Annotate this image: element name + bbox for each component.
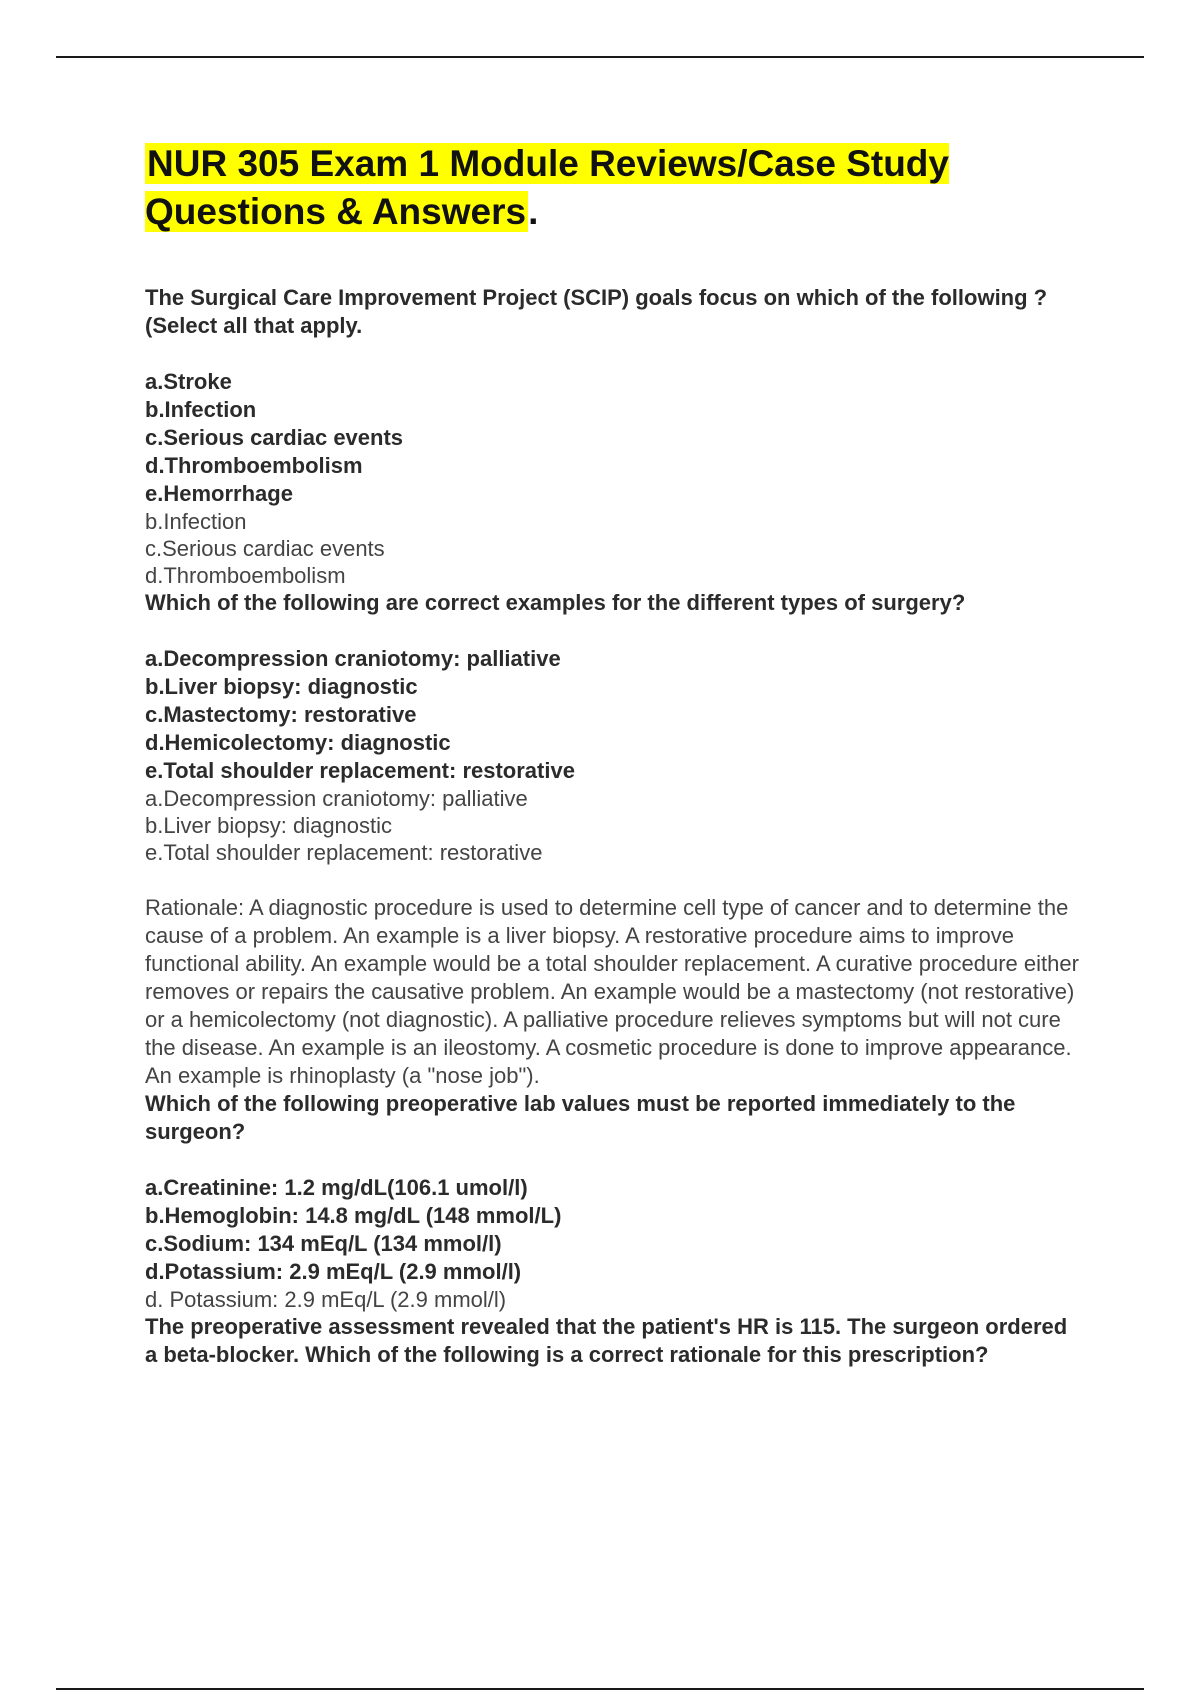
question-3-option: c.Sodium: 134 mEq/L (134 mmol/l) <box>145 1231 502 1256</box>
question-3-option: a.Creatinine: 1.2 mg/dL(106.1 umol/l) <box>145 1175 528 1200</box>
question-2-option: d.Hemicolectomy: diagnostic <box>145 730 451 755</box>
question-2-option: a.Decompression craniotomy: palliative <box>145 646 561 671</box>
question-1-text: The Surgical Care Improvement Project (SCIP) goals focus on which of the following ? (Select all that apply. <box>145 285 1048 338</box>
question-3-text: Which of the following preoperative lab values must be reported immediately to the surgeon? <box>145 1091 1016 1144</box>
question-4-text: The preoperative assessment revealed that the patient's HR is 115. The surgeon ordered a beta-blocker. Which of the following is a correct rationale for this prescription? <box>145 1314 1068 1367</box>
question-2-rationale: Rationale: A diagnostic procedure is used to determine cell type of cancer and to determine the cause of a problem. An example is a liver biopsy. A restorative procedure aims to improve functional ability. An example would be a total shoulder replacement. A curative procedure either removes or repairs the causative problem. An example would be a mastectomy (not restorative) or a hemicolectomy (not diagnostic). A palliative procedure relieves symptoms but will not cure the disease. An example is an ileostomy. A cosmetic procedure is done to improve appearance. An example is rhinoplasty (a "nose job"). <box>145 895 1079 1088</box>
question-2-option: b.Liver biopsy: diagnostic <box>145 674 418 699</box>
question-2-answer: a.Decompression craniotomy: palliative <box>145 786 528 811</box>
title-period: . <box>528 191 539 232</box>
question-1-answer: d.Thromboembolism <box>145 563 346 588</box>
question-2-option: e.Total shoulder replacement: restorative <box>145 758 575 783</box>
question-3 <box>145 1090 1085 1313</box>
document-body <box>145 140 1085 1369</box>
question-1-option: e.Hemorrhage <box>145 481 293 506</box>
question-1-answer: c.Serious cardiac events <box>145 536 385 561</box>
question-2-answer: e.Total shoulder replacement: restorative <box>145 840 543 865</box>
question-2-option: c.Mastectomy: restorative <box>145 702 417 727</box>
question-3-answer: d. Potassium: 2.9 mEq/L (2.9 mmol/l) <box>145 1287 507 1312</box>
question-1-answer: b.Infection <box>145 509 247 534</box>
question-1-option: b.Infection <box>145 397 257 422</box>
question-1-option: d.Thromboembolism <box>145 453 363 478</box>
document-title <box>145 140 1085 236</box>
question-2-text: Which of the following are correct examples for the different types of surgery? <box>145 590 966 615</box>
footer-rule <box>56 1688 1144 1690</box>
question-1 <box>145 284 1085 589</box>
question-2-answer: b.Liver biopsy: diagnostic <box>145 813 393 838</box>
title-highlight: NUR 305 Exam 1 Module Reviews/Case Study Questions & Answers <box>145 143 949 232</box>
question-3-option: b.Hemoglobin: 14.8 mg/dL (148 mmol/L) <box>145 1203 562 1228</box>
question-4 <box>145 1313 1085 1369</box>
question-2 <box>145 589 1085 1090</box>
question-1-option: a.Stroke <box>145 369 232 394</box>
header-rule <box>56 56 1144 58</box>
question-3-option: d.Potassium: 2.9 mEq/L (2.9 mmol/l) <box>145 1259 522 1284</box>
question-1-option: c.Serious cardiac events <box>145 425 404 450</box>
